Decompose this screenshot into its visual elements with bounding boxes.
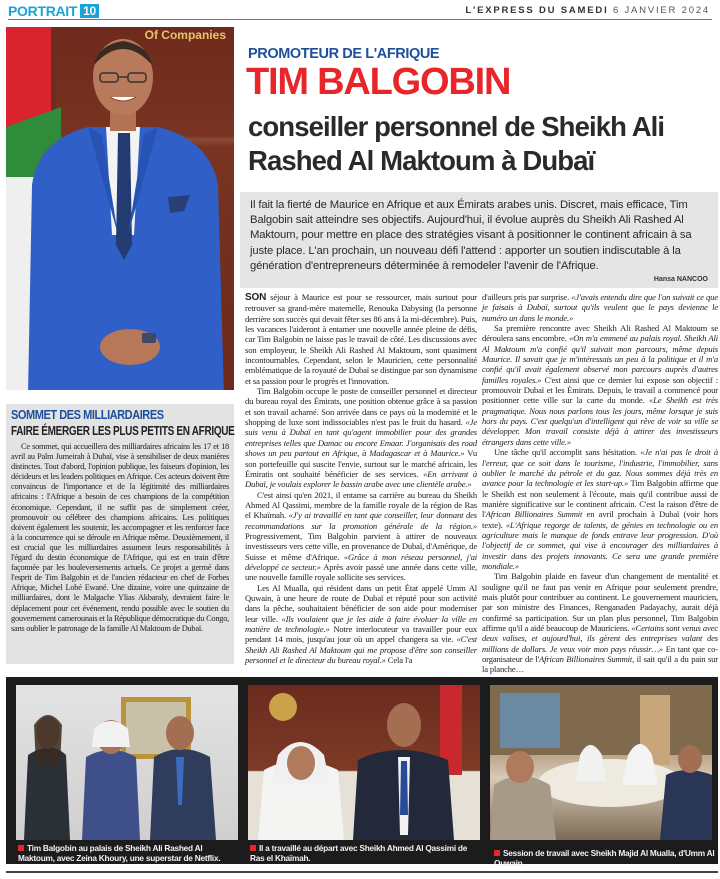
- two-men-icon: [248, 685, 480, 840]
- wall-sign: Of Companies: [144, 28, 226, 42]
- meeting-table-icon: [490, 685, 712, 840]
- article-subject-name: TIM BALGOBIN: [246, 61, 511, 103]
- section-name: PORTRAIT: [8, 3, 78, 19]
- body-column-1: [245, 292, 477, 665]
- drop-lead: SON: [245, 292, 267, 303]
- article-kicker: PROMOTEUR DE L'AFRIQUE: [248, 46, 440, 62]
- page-number: 10: [80, 4, 99, 18]
- sidebar-kicker: SOMMET DES MILLIARDAIRES: [11, 408, 164, 422]
- paragraph: SON séjour à Maurice est pour se ressourcer, mais surtout pour retrouver sa grand-mère maternelle, Renouka Dabysing (la personne derrière son succès qui devait fêter ses 86 ans à la mi-décembre). Puis, les vacances l'aideront à entamer une nouvelle année pleine de défis, car Tim Balgobin ne laisse pas le travail de côté. Les discussions avec son employeur, le Sheikh Ali Rashed Al Maktoum, sont quasiment incontournables. Cependant, selon le Mauricien, cette personnalité emblématique de la royauté de Dubaï se distingue par son dynamisme et sa passion pour le progrès et l'innovation.: [245, 292, 477, 386]
- header-divider: [8, 19, 712, 20]
- photo-strip: [6, 677, 718, 868]
- people-group-icon: [16, 685, 238, 840]
- sidebar-body: Ce sommet, qui accueillera des milliardaires africains les 17 et 18 avril au Palm Jumeirah à Dubaï, vise à sensibiliser de deux manières distinctes. Tout d'abord, l'opinion publique, les faiseurs d'opinion, les décideurs et les leaders politiques en Afrique. Ces acteurs doivent être convaincus de l'importance et de la légitimité des milliardaires africains : l'Afrique a besoin de ces champions de la compétition économique. Cependant, il ne suffit pas de simplement créer, promouvoir ou célébrer des champions africains. Les politiques doivent également les soutenir, les accompagner et les renforcer face à la concurrence qui se déroule en Afrique même. Deuxièmement, il est crucial que les milliardaires assument leurs responsabilités à l'égard du destin économique de l'Afrique, qui est en train d'être façonnée par les bouleversements actuels. Ce projet a germé dans l'esprit de Tim Balgobin et de l'ancien rédacteur en chef de Forbes Afrique, Michel Lobé Ewané. Une dizaine, voire une quinzaine de milliardaires, dont le Malgache Ylias Akbaraly, devraient faire le déplacement pour cet événement, rendu possible avec le soutien du gouvernement camerounais et la République démocratique du Congo, sans oublier le patronage de la famille Al Maktoum de Dubaï.: [11, 442, 229, 633]
- body-column-2: [482, 292, 718, 675]
- quote: «Le Sheikh est très pragmatique. Nous nous parlons tous les jours, même lorsque je suis hors du pays. C'est quelqu'un d'intelligent qui rêve de voir sa ville se développer. Mon travail consiste déjà à attirer des investisseurs étrangers dans cette ville.»: [482, 395, 718, 447]
- issue-date: 6 JANVIER 2024: [612, 5, 710, 16]
- caption-bullet-icon: [18, 845, 24, 851]
- sidebar-title: FAIRE ÉMERGER LES PLUS PETITS EN AFRIQUE: [11, 424, 235, 438]
- quote: «J'avais entendu dire que l'on suivait ce que je faisais à Dubaï, surtout qu'ils veulent que le pays devienne le numéro un dans le monde.»: [482, 292, 718, 323]
- paragraph: d'ailleurs pris par surprise. «J'avais entendu dire que l'on suivait ce que je faisais à Dubaï, surtout qu'ils veulent que le pays devienne le numéro un dans le monde.»: [482, 292, 718, 323]
- photo-caption: Session de travail avec Sheikh Majid Al Mualla, d'Umm Al Quwain.: [494, 848, 715, 868]
- paragraph: Une tâche qu'il accomplit sans hésitation. «Je n'ai pas le droit à l'erreur, que ce soit dans le tourisme, l'industrie, l'immobilier, sans oublier le marché du pétrole et du gaz. Nous sommes déjà très en avance pour la technologie et les start-up.» Tim Balgobin affirme que le Sheikh est non seulement à l'écoute, mais qu'il contribue aussi de manière significative sur le continent africain. C'est la raison d'être de l'African Billionaires Summit en avril prochain à Dubaï (voir hors texte). «L'Afrique regorge de talents, de génies en technologie ou en agriculture mais le manque de fonds entrave leur progression. D'où l'objectif de ce sommet, qui vise à encourager des milliardaires à investir dans des projets innovants. Ce sera une grande première mondiale.»: [482, 447, 719, 571]
- footer-divider: [6, 871, 718, 873]
- photo-caption: Tim Balgobin au palais de Sheikh Ali Rashed Al Maktoum, avec Zeina Khoury, une superstar de Netflix.: [18, 843, 221, 863]
- quote: «On m'a emmené au palais royal. Sheikh Ali Al Maktoum m'a confié qu'il suivait mon parcours, même depuis Maurice. Il savait que je m'intéressais un peu à la politique et il m'a confié qu'il avait également observé mon parcours auprès d'autres familles royales.»: [482, 333, 718, 385]
- article-standfirst: [240, 192, 718, 288]
- paragraph: Tim Balgobin plaide en faveur d'un changement de mentalité et souligne qu'il ne faut pas venir en Afrique pour seulement prendre, mais plutôt pour contribuer au continent. Le gouvernement mauricien, par son ministre des Finances, Renganaden Padayachy, aurait déjà confirmé sa participation. Sur un plan plus personnel, Tim Balgobin affirme qu'il a aidé beaucoup de Mauriciens. «Certains sont venus avec deux valises, et aujourd'hui, ils gèrent des entreprises valant des millions de dollars. Je veux voir mon pays réussir…» En tant que co-organisateur de l'African Billionaires Summit, il sait qu'il a du pain sur la planche…: [482, 571, 719, 675]
- photo-caption: Il a travaillé au départ avec Sheikh Ahmed Al Qassimi de Ras el Khaïmah.: [250, 843, 468, 863]
- publication-name: L'EXPRESS DU SAMEDI: [465, 5, 609, 16]
- paragraph: C'est ainsi qu'en 2021, il entame sa carrière au bureau du Sheikh Ahmed Al Qassimi, membre de la famille royale de la région de Ras el Khaïmah. «J'y ai travaillé en tant que conseiller, leur donnant des recommandations sur la promotion générale de la région.» Progressivement, Tim Balgobin parvient à attirer de nouveaux investisseurs vers cette ville, en provenance de Dubaï, d'Amérique, de Suisse et même d'Afrique. «Grâce à mon réseau personnel, j'ai développé ce secteur.» Après avoir passé une année dans cette ville, une nouvelle famille royale sollicite ses services.: [245, 489, 477, 583]
- hero-portrait-photo: [6, 27, 234, 390]
- section-label: [8, 3, 99, 19]
- paragraph: Les Al Mualla, qui résident dans un petit État appelé Umm Al Quwain, à une heure de route de Dubaï et réputé pour son activité dans la pêche, souhaitaient bénéficier de son aide pour moderniser leur ville. «Ils voulaient que je les aide à faire évoluer la ville en matière de technologie.» Notre interlocuteur va travailler pour eux pendant 14 mois, jusqu'au jour où un appel changera sa vie. «C'est Sheikh Ali Rashed Al Maktoum qui me propose d'être son conseiller personnel et le directeur du bureau royal.» Cela l'a: [245, 582, 477, 666]
- quote: «Je suis venu à Dubaï en tant qu'agent immobilier pour des grandes entreprises telles que Damac ou encore Emaar. J'organisais des road shows un peu partout en Afrique, à Madagascar et à Maurice.»: [245, 417, 477, 459]
- quote: «Ils voulaient que je les aide à faire évoluer la ville en matière de technologie.»: [245, 613, 477, 634]
- quote: «Je n'ai pas le droit à l'erreur, que ce soit dans le tourisme, l'industrie, l'immobilier, sans oublier le marché du pétrole et du gaz. Nous sommes déjà très en avance pour la technologie et les start-up.»: [482, 447, 718, 489]
- sidebar-box: [6, 404, 234, 664]
- quote: «En arrivant à Dubaï, je voulais explorer le bassin arabe avec une clientèle arabe.»: [245, 468, 477, 490]
- quote: «L'Afrique regorge de talents, de génies en technologie ou en agriculture mais le manque de fonds entrave leur progression. D'où l'objectif de ce sommet, qui vise à encourager des milliardaires à investir dans des projets innovants. Ce sera une grande première mondiale.»: [482, 519, 718, 571]
- page-header: [0, 0, 720, 22]
- quote: «Grâce à mon réseau personnel, j'ai développé ce secteur.»: [245, 551, 477, 572]
- paragraph: Tim Balgobin occupe le poste de conseiller personnel et directeur du bureau royal des Émirats, une position obtenue grâce à sa passion et son travail acharné. Son arrivée dans ce pays où la modernité et le shopping de luxe sont indissociables n'est pas le fruit du hasard. «Je suis venu à Dubaï en tant qu'agent immobilier pour des grandes entreprises telles que Damac ou encore Emaar. J'organisais des road shows un peu partout en Afrique, à Madagascar et à Maurice.» Vu son portefeuille qui suscite l'envie, surtout sur le marché africain, les Émiratis ont souhaité bénéficier de ses services. «En arrivant à Dubaï, je voulais explorer le bassin arabe avec une clientèle arabe.»: [245, 386, 477, 490]
- photo-palace-meeting: [16, 685, 238, 840]
- caption-bullet-icon: [494, 850, 500, 856]
- article-headline: conseiller personnel de Sheikh Ali Rashed Al Maktoum à Dubaï: [248, 111, 665, 176]
- photo-umm-al-quwain-session: [490, 685, 712, 840]
- paragraph: Sa première rencontre avec Sheikh Ali Rashed Al Maktoum se déroulera sans encombre. «On m'a emmené au palais royal. Sheikh Ali Al Maktoum m'a confié qu'il suivait mon parcours, même depuis Maurice. Il savait que je m'intéressais un peu à la politique et il m'a confié qu'il avait également observé mon parcours auprès d'autres familles royales.» C'est ainsi que ce dernier lui expose son objectif : promouvoir Dubaï et les Émirats. Depuis, le travail a commencé pour positionner cette ville sur la carte du monde. «Le Sheikh est très pragmatique. Nous nous parlons tous les jours, même lorsque je suis hors du pays. C'est quelqu'un d'intelligent qui rêve de voir sa ville se développer. Mon travail consiste déjà à attirer des investisseurs étrangers dans cette ville.»: [482, 323, 718, 447]
- quote: «J'y ai travaillé en tant que conseiller, leur donnant des recommandations sur la promotion générale de la région.»: [245, 510, 477, 531]
- photo-ras-el-khaimah: [248, 685, 480, 840]
- caption-bullet-icon: [250, 845, 256, 851]
- quote: «C'est Sheikh Ali Rashed Al Maktoum qui me propose d'être son conseiller personnel et le directeur du bureau royal.»: [245, 634, 477, 666]
- masthead: [465, 5, 710, 16]
- author-byline: Hansa NANCOO: [653, 276, 708, 283]
- standfirst-text: Il fait la fierté de Maurice en Afrique et aux Émirats arabes unis. Discret, mais efficace, Tim Balgobin sait atteindre ses objectifs. Aujourd'hui, il évolue auprès du Sheikh Ali Rashed Al Maktoum, pour mettre en place des stratégies visant à positionner le continent africain à sa juste place. L'an prochain, un nouveau défi l'attend : apporter un soutien indiscutable à la génération d'entrepreneurs déterminée à remodeler l'avenir de l'Afrique.: [250, 199, 692, 272]
- quote: «Certains sont venus avec deux valises, et aujourd'hui, ils gèrent des entreprises valant des millions de dollars. Je veux voir mon pays réussir…»: [482, 623, 719, 654]
- person-figure-icon: [18, 35, 228, 390]
